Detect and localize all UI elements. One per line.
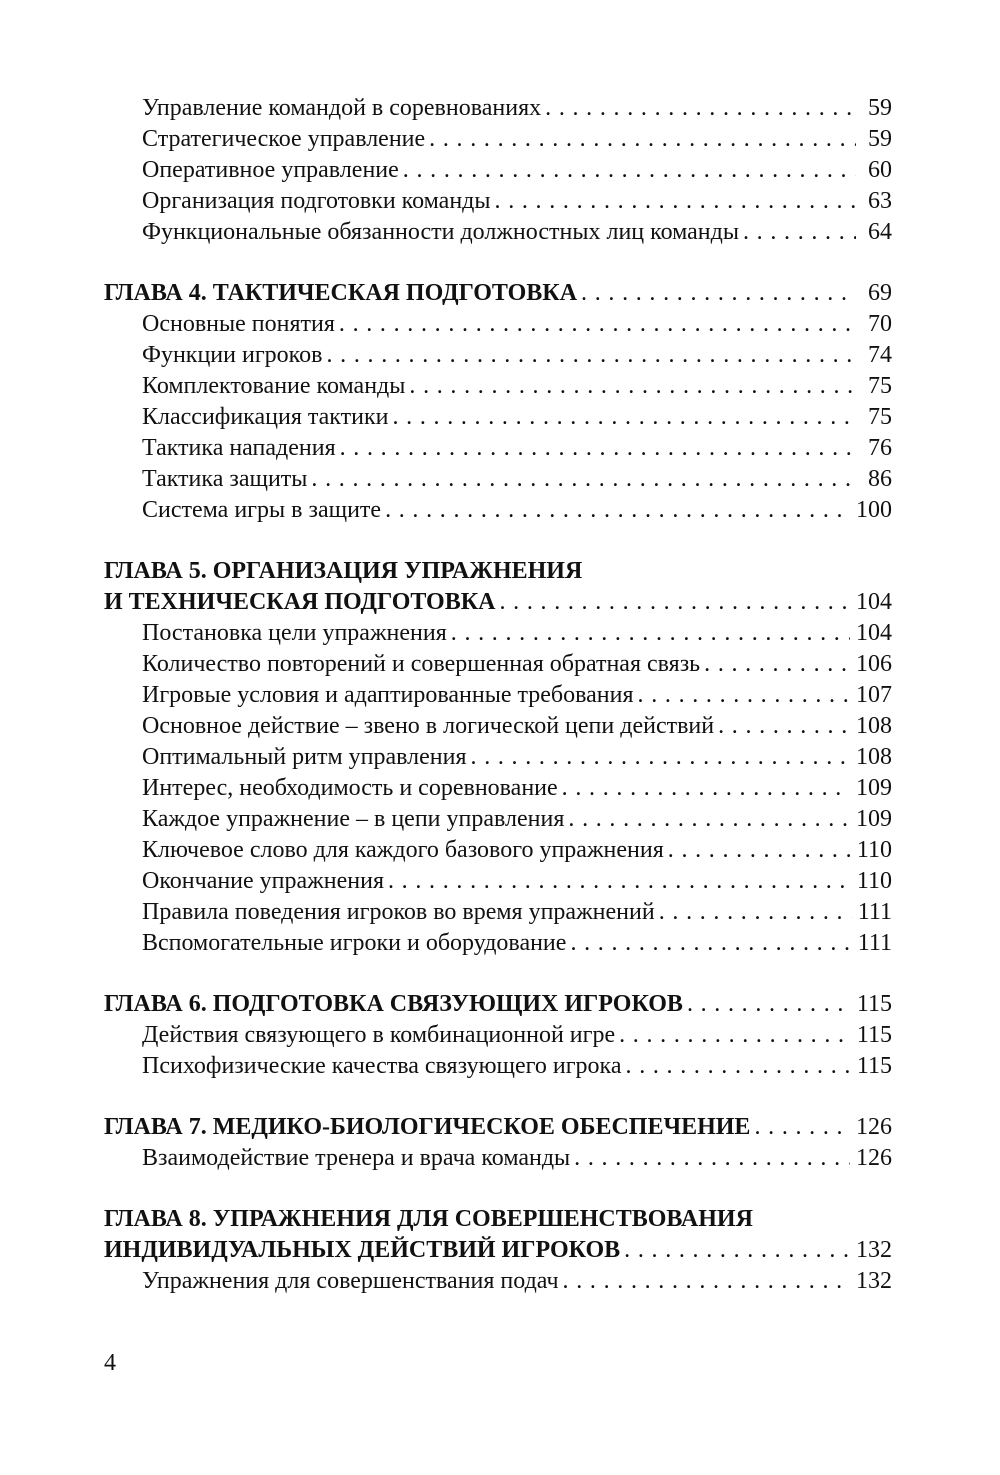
dot-leader bbox=[563, 1266, 850, 1297]
toc-entry bbox=[104, 124, 892, 155]
dot-leader bbox=[388, 866, 851, 897]
toc-entry-page: 132 bbox=[856, 1268, 892, 1294]
toc-entry bbox=[104, 897, 892, 928]
dot-leader bbox=[754, 1112, 850, 1143]
toc-entry-title: Функциональные обязанности должностных лиц команды bbox=[142, 219, 739, 245]
dot-leader bbox=[743, 217, 856, 248]
chapter-title: ГЛАВА 6. ПОДГОТОВКА СВЯЗУЮЩИХ ИГРОКОВ bbox=[104, 991, 683, 1017]
toc-entry-page: 111 bbox=[857, 899, 892, 925]
dot-leader bbox=[562, 773, 850, 804]
dot-leader bbox=[392, 402, 856, 433]
dot-leader bbox=[718, 711, 850, 742]
dot-leader bbox=[687, 989, 851, 1020]
toc-entry-page: 104 bbox=[856, 620, 892, 646]
chapter-title: ГЛАВА 4. ТАКТИЧЕСКАЯ ПОДГОТОВКА bbox=[104, 280, 578, 306]
chapter-title-line2: И ТЕХНИЧЕСКАЯ ПОДГОТОВКА bbox=[104, 589, 496, 615]
toc-entry-title: Действия связующего в комбинационной игре bbox=[142, 1022, 616, 1048]
chapter-page: 115 bbox=[856, 991, 892, 1017]
toc-entry-title: Правила поведения игроков во время упражнений bbox=[142, 899, 655, 925]
toc-entry bbox=[104, 680, 892, 711]
toc-entry-title: Вспомогательные игроки и оборудование bbox=[142, 930, 567, 956]
chapter-4 bbox=[104, 278, 892, 526]
toc-entry bbox=[104, 1051, 892, 1082]
toc-entry-page: 86 bbox=[868, 466, 892, 492]
toc-entry-title: Функции игроков bbox=[142, 342, 323, 368]
dot-leader bbox=[626, 1051, 851, 1082]
toc-entry-title: Комплектование команды bbox=[142, 373, 406, 399]
toc-entry-page: 59 bbox=[868, 95, 892, 121]
toc-entry-title: Тактика защиты bbox=[142, 466, 308, 492]
chapter-6 bbox=[104, 989, 892, 1082]
toc-entry-page: 115 bbox=[856, 1022, 892, 1048]
chapter-heading bbox=[104, 1112, 892, 1143]
dot-leader bbox=[568, 804, 850, 835]
toc-entry bbox=[104, 928, 892, 959]
toc-entry-page: 107 bbox=[856, 682, 892, 708]
toc-entry-page: 110 bbox=[856, 868, 892, 894]
toc-entry-title: Основное действие – звено в логической цепи действий bbox=[142, 713, 715, 739]
chapter-7 bbox=[104, 1112, 892, 1174]
toc-entry-title: Оперативное управление bbox=[142, 157, 399, 183]
toc-entry-title: Окончание упражнения bbox=[142, 868, 384, 894]
toc-entry-title: Интерес, необходимость и соревнование bbox=[142, 775, 558, 801]
toc-entry bbox=[104, 186, 892, 217]
toc-entry bbox=[104, 649, 892, 680]
toc-entry-title: Тактика нападения bbox=[142, 435, 336, 461]
toc-entry-title: Постановка цели упражнения bbox=[142, 620, 447, 646]
toc-entry bbox=[104, 742, 892, 773]
toc-entry-page: 109 bbox=[856, 775, 892, 801]
toc-entry bbox=[104, 711, 892, 742]
toc-entry-title: Количество повторений и совершенная обратная связь bbox=[142, 651, 701, 677]
toc-entry bbox=[104, 618, 892, 649]
toc-entry bbox=[104, 155, 892, 186]
toc-entry-title: Игровые условия и адаптированные требования bbox=[142, 682, 634, 708]
toc-entry bbox=[104, 773, 892, 804]
dot-leader bbox=[340, 433, 856, 464]
chapter-heading bbox=[104, 989, 892, 1020]
dot-leader bbox=[545, 93, 856, 124]
toc-entry bbox=[104, 309, 892, 340]
chapter-page: 126 bbox=[856, 1114, 892, 1140]
toc-entry-title: Ключевое слово для каждого базового упражнения bbox=[142, 837, 664, 863]
dot-leader bbox=[451, 618, 850, 649]
dot-leader bbox=[339, 309, 856, 340]
dot-leader bbox=[624, 1235, 850, 1266]
toc-entry-title: Оптимальный ритм управления bbox=[142, 744, 467, 770]
chapter-title: ГЛАВА 7. МЕДИКО-БИОЛОГИЧЕСКОЕ ОБЕСПЕЧЕНИЕ bbox=[104, 1114, 751, 1140]
dot-leader bbox=[570, 928, 851, 959]
toc-entry-page: 75 bbox=[868, 404, 892, 430]
toc-entry-page: 108 bbox=[856, 713, 892, 739]
toc-entry-page: 100 bbox=[856, 497, 892, 523]
dot-leader bbox=[659, 897, 852, 928]
toc-entry bbox=[104, 804, 892, 835]
toc-entry-page: 76 bbox=[868, 435, 892, 461]
dot-leader bbox=[326, 340, 856, 371]
toc-entry-page: 126 bbox=[856, 1145, 892, 1171]
chapter-title-line1: ГЛАВА 5. ОРГАНИЗАЦИЯ УПРАЖНЕНИЯ bbox=[104, 558, 583, 584]
toc-entry-page: 115 bbox=[856, 1053, 892, 1079]
dot-leader bbox=[704, 649, 850, 680]
dot-leader bbox=[311, 464, 856, 495]
dot-leader bbox=[429, 124, 856, 155]
toc-entry bbox=[104, 402, 892, 433]
toc-entry-title: Каждое упражнение – в цепи управления bbox=[142, 806, 565, 832]
dot-leader bbox=[619, 1020, 851, 1051]
dot-leader bbox=[668, 835, 851, 866]
chapter-heading bbox=[104, 587, 892, 618]
chapter-5 bbox=[104, 556, 892, 959]
toc-entry-page: 108 bbox=[856, 744, 892, 770]
dot-leader bbox=[385, 495, 850, 526]
toc-entry-title: Классификация тактики bbox=[142, 404, 389, 430]
toc-entry bbox=[104, 371, 892, 402]
toc-entry bbox=[104, 340, 892, 371]
toc-entry-page: 111 bbox=[857, 930, 892, 956]
dot-leader bbox=[471, 742, 850, 773]
toc-entry bbox=[104, 1266, 892, 1297]
toc-entry bbox=[104, 866, 892, 897]
dot-leader bbox=[499, 587, 850, 618]
toc-entry-title: Организация подготовки команды bbox=[142, 188, 491, 214]
toc-entry-title: Система игры в защите bbox=[142, 497, 382, 523]
toc-entry-title: Упражнения для совершенствания подач bbox=[142, 1268, 559, 1294]
chapter-page: 104 bbox=[856, 589, 892, 615]
chapter-heading bbox=[104, 1235, 892, 1266]
chapter-3-continued bbox=[104, 93, 892, 248]
table-of-contents bbox=[104, 93, 892, 1297]
dot-leader bbox=[495, 186, 856, 217]
toc-entry-page: 59 bbox=[868, 126, 892, 152]
toc-entry-page: 60 bbox=[868, 157, 892, 183]
toc-entry-title: Управление командой в соревнованиях bbox=[142, 95, 542, 121]
dot-leader bbox=[638, 680, 850, 711]
toc-entry bbox=[104, 433, 892, 464]
dot-leader bbox=[403, 155, 856, 186]
toc-entry-title: Взаимодействие тренера и врача команды bbox=[142, 1145, 571, 1171]
chapter-page: 69 bbox=[868, 280, 892, 306]
toc-entry bbox=[104, 464, 892, 495]
toc-entry bbox=[104, 217, 892, 248]
toc-entry-page: 110 bbox=[856, 837, 892, 863]
toc-entry-page: 63 bbox=[868, 188, 892, 214]
toc-entry-title: Психофизические качества связующего игрока bbox=[142, 1053, 622, 1079]
dot-leader bbox=[409, 371, 856, 402]
toc-entry bbox=[104, 495, 892, 526]
toc-entry bbox=[104, 835, 892, 866]
toc-entry-page: 74 bbox=[868, 342, 892, 368]
toc-entry-title: Основные понятия bbox=[142, 311, 335, 337]
toc-entry bbox=[104, 1020, 892, 1051]
toc-entry bbox=[104, 93, 892, 124]
toc-entry-page: 109 bbox=[856, 806, 892, 832]
toc-entry-page: 106 bbox=[856, 651, 892, 677]
chapter-heading bbox=[104, 278, 892, 309]
toc-entry-page: 64 bbox=[868, 219, 892, 245]
toc-entry-title: Стратегическое управление bbox=[142, 126, 426, 152]
dot-leader bbox=[581, 278, 856, 309]
dot-leader bbox=[574, 1143, 850, 1174]
toc-entry bbox=[104, 1143, 892, 1174]
chapter-title-line1: ГЛАВА 8. УПРАЖНЕНИЯ ДЛЯ СОВЕРШЕНСТВОВАНИЯ bbox=[104, 1206, 753, 1232]
chapter-page: 132 bbox=[856, 1237, 892, 1263]
chapter-8 bbox=[104, 1204, 892, 1297]
chapter-title-line2: ИНДИВИДУАЛЬНЫХ ДЕЙСТВИЙ ИГРОКОВ bbox=[104, 1237, 621, 1263]
toc-entry-page: 75 bbox=[868, 373, 892, 399]
toc-entry-page: 70 bbox=[868, 311, 892, 337]
page-number: 4 bbox=[104, 1350, 116, 1376]
